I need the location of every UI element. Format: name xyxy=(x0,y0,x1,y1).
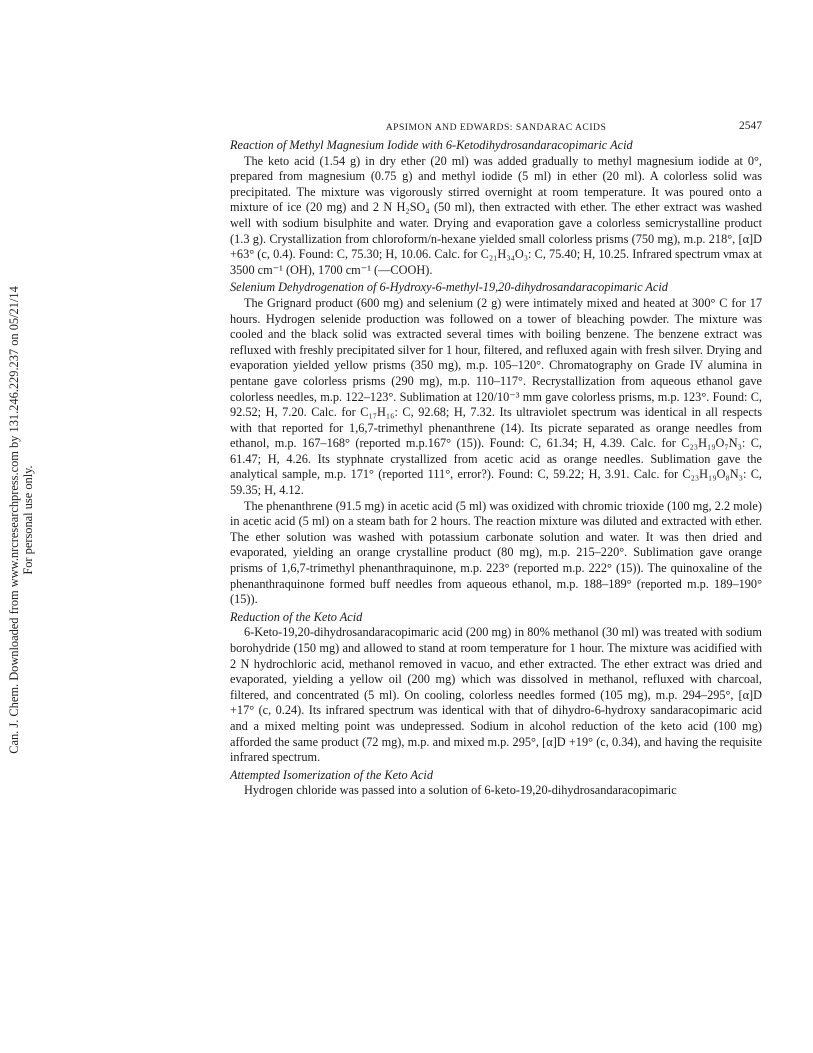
paragraph: The keto acid (1.54 g) in dry ether (20 ml) was added gradually to methyl magnesium iodide at 0°, prepared from magnesium (0.75 g) and methyl iodide (5 ml) in ether (20 ml). A colorless solid was precipitated. The mixture was vigorously stirred overnight at room temperature. It was poured onto a mixture of ice (20 mg) and 2 N H₂SO₄ (50 ml), then extracted with ether. The ether extract was washed well with sodium bisulphite and water. Drying and evaporation gave a colorless semicrystalline product (1.3 g). Crystallization from chloroform/n-hexane yielded small colorless prisms (750 mg), m.p. 218°, [α]D +63° (c, 0.4). Found: C, 75.30; H, 10.06. Calc. for C₂₁H₃₄O₃: C, 75.40; H, 10.25. Infrared spectrum νmax at 3500 cm⁻¹ (OH), 1700 cm⁻¹ (—COOH). xyxy=(230,153,762,277)
section-heading: Reduction of the Keto Acid xyxy=(230,609,363,624)
section-heading: Attempted Isomerization of the Keto Acid xyxy=(230,767,433,782)
watermark-line-1: Can. J. Chem. Downloaded from www.nrcresearchpress.com by 131.246.229.237 on 05/21/14 xyxy=(7,286,21,754)
running-title: APSIMON AND EDWARDS: SANDARAC ACIDS xyxy=(385,122,607,133)
section-isomerization xyxy=(230,768,762,799)
section-heading: Selenium Dehydrogenation of 6-Hydroxy-6-methyl-19,20-dihydrosandaracopimaric Acid xyxy=(230,280,668,295)
page-number: 2547 xyxy=(739,120,762,132)
watermark-text xyxy=(7,286,35,754)
section-grignard xyxy=(230,138,762,278)
download-watermark xyxy=(4,230,38,810)
section-selenium-dehydrogenation xyxy=(230,280,762,607)
paragraph: 6-Keto-19,20-dihydrosandaracopimaric acid (200 mg) in 80% methanol (30 ml) was treated with sodium borohydride (150 mg) and allowed to stand at room temperature for 1 hour. The mixture was acidified with 2 N hydrochloric acid, methanol removed in vacuo, and ether extracted. The ether extract was dried and evaporated, yielding a yellow oil (200 mg) which was dissolved in methanol, refluxed with charcoal, filtered, and concentrated (5 ml). On cooling, colorless needles formed (105 mg), m.p. 294–295°, [α]D +17° (c, 0.24). Its infrared spectrum was identical with that of dihydro-6-hydroxy sandaracopimaric acid and a mixed melting point was undepressed. Sodium in alcohol reduction of the keto acid (100 mg) afforded the same product (72 mg), m.p. and mixed m.p. 295°, [α]D +19° (c, 0.34), and having the requisite infrared spectrum. xyxy=(230,625,762,765)
paragraph: Hydrogen chloride was passed into a solution of 6-keto-19,20-dihydrosandaracopimaric xyxy=(244,783,677,798)
paragraph: The Grignard product (600 mg) and selenium (2 g) were intimately mixed and heated at 300° C for 17 hours. Hydrogen selenide production was followed on a tower of bleaching powder. The mixture was cooled and the black solid was extracted several times with boiling benzene. The benzene extract was refluxed with freshly precipitated silver for 1 hour, filtered, and refluxed again with fresh silver. Drying and evaporation yielded yellow prisms (350 mg), m.p. 105–120°. Chromatography on Grade IV alumina in pentane gave colorless prisms (290 mg), m.p. 110–117°. Recrystallization from aqueous ethanol gave colorless needles, m.p. 122–123°. Sublimation at 120/10⁻³ mm gave colorless prisms, m.p. 123°. Found: C, 92.52; H, 7.20. Calc. for C₁₇H₁₆: C, 92.68; H, 7.32. Its ultraviolet spectrum was identical in all respects with that reported for 1,6,7-trimethyl phenanthrene (14). Its picrate separated as orange needles from ethanol, m.p. 167–168° (reported m.p.167° (15)). Found: C, 61.34; H, 4.39. Calc. for C₂₃H₁₉O₇N₃: C, 61.47; H, 4.26. Its styphnate crystallized from acetic acid as orange needles. Sublimation gave the analytical sample, m.p. 171° (reported 111°, error?). Found: C, 59.22; H, 3.91. Calc. for C₂₃H₁₉O₈N₃: C, 59.35; H, 4.12. xyxy=(230,295,762,498)
section-heading: Reaction of Methyl Magnesium Iodide with 6-Ketodihydrosandaracopimaric Acid xyxy=(230,138,633,152)
paragraph: The phenanthrene (91.5 mg) in acetic acid (5 ml) was oxidized with chromic trioxide (100 mg, 2.2 mole) in acetic acid (5 ml) on a steam bath for 2 hours. The reaction mixture was diluted and extracted with ether. The ether solution was washed with potassium carbonate solution and water. It was then dried and evaporated, yielding an orange crystalline product (80 mg), m.p. 215–220°. Sublimation gave orange prisms of 1,6,7-trimethyl phenanthraquinone, m.p. 223° (reported m.p. 222° (15)). The quinoxaline of the phenanthraquinone formed buff needles from aqueous ethanol, m.p. 188–189° (reported m.p. 189–190° (15)). xyxy=(230,498,762,607)
section-reduction xyxy=(230,610,762,766)
watermark-line-2: For personal use only. xyxy=(21,465,35,575)
running-header xyxy=(230,118,762,134)
article-page xyxy=(230,118,762,799)
